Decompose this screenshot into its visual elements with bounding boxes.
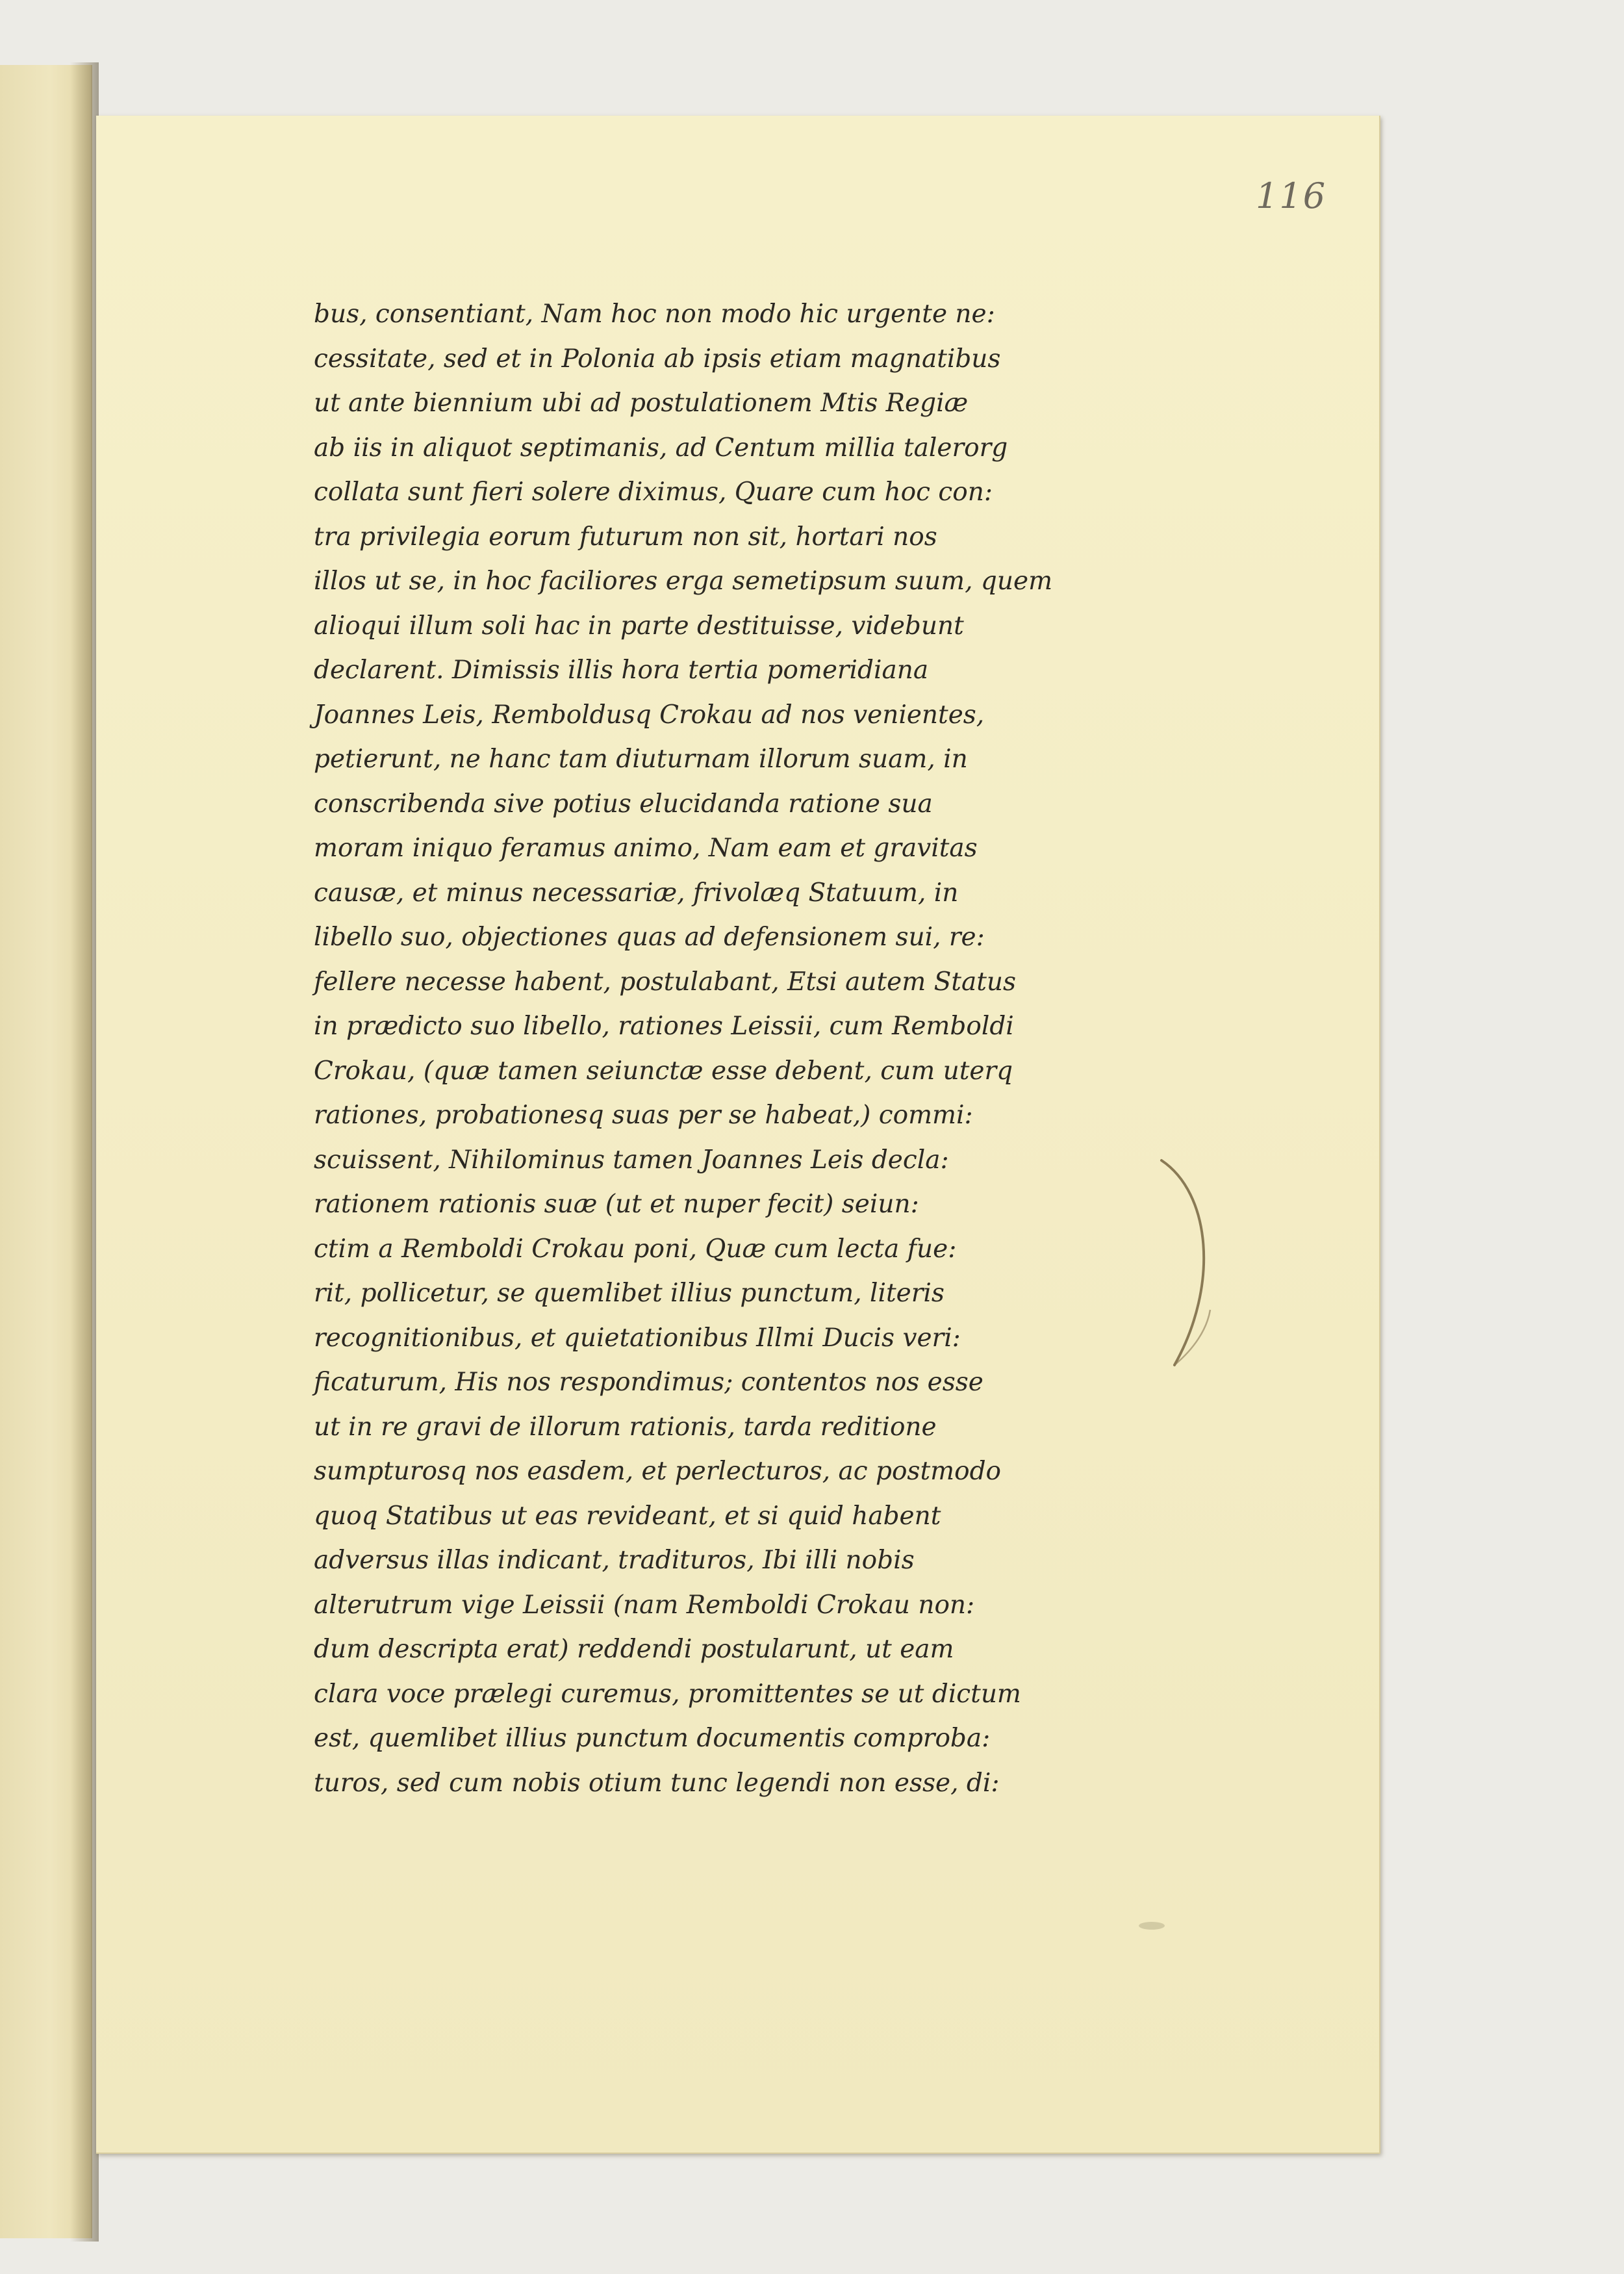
handwritten-text: [314, 292, 1236, 1806]
text-line: collata sunt fieri solere diximus, Quare cum hoc con:: [314, 478, 993, 507]
folio-number: 116: [1256, 175, 1327, 216]
text-line: est, quemlibet illius punctum documentis comproba:: [314, 1724, 991, 1753]
text-line: rationes, probationesq suas per se habeat,) commi:: [314, 1101, 973, 1130]
text-line: bus, consentiant, Nam hoc non modo hic urgente ne:: [314, 300, 995, 329]
text-line: ut in re gravi de illorum rationis, tarda reditione: [314, 1412, 937, 1442]
text-line: adversus illas indicant, tradituros, Ibi illi nobis: [314, 1546, 915, 1575]
text-line: turos, sed cum nobis otium tunc legendi non esse, di:: [314, 1768, 1000, 1798]
text-line: libello suo, objectiones quas ad defensionem sui, re:: [314, 923, 985, 952]
text-line: scuissent, Nihilominus tamen Joannes Leis decla:: [314, 1145, 949, 1175]
text-line: causæ, et minus necessariæ, frivolæq Statuum, in: [314, 878, 959, 908]
text-line: Crokau, (quæ tamen seiunctæ esse debent, cum uterq: [314, 1056, 1013, 1086]
text-line: rit, pollicetur, se quemlibet illius punctum, literis: [314, 1279, 945, 1308]
book-gutter: [70, 62, 99, 2242]
text-line: alterutrum vige Leissii (nam Remboldi Crokau non:: [314, 1590, 975, 1620]
text-line: conscribenda sive potius elucidanda ratione sua: [314, 789, 933, 819]
text-line: ctim a Remboldi Crokau poni, Quæ cum lecta fue:: [314, 1234, 957, 1264]
text-line: ab iis in aliquot septimanis, ad Centum millia talerorg: [314, 433, 1008, 463]
margin-bracket-mark: [1148, 1154, 1226, 1375]
text-line: petierunt, ne hanc tam diuturnam illorum suam, in: [314, 745, 968, 774]
text-line: ut ante biennium ubi ad postulationem Mtis Regiæ: [314, 389, 969, 418]
text-line: ficaturum, His nos respondimus; contentos nos esse: [314, 1368, 983, 1397]
text-line: quoq Statibus ut eas revideant, et si quid habent: [314, 1501, 941, 1531]
text-line: cessitate, sed et in Polonia ab ipsis etiam magnatibus: [314, 344, 1001, 374]
ink-spot: [1139, 1922, 1165, 1930]
text-line: declarent. Dimissis illis hora tertia pomeridiana: [314, 656, 929, 685]
manuscript-page: [96, 116, 1380, 2154]
text-line: sumpturosq nos easdem, et perlecturos, ac postmodo: [314, 1457, 1002, 1486]
text-line: tra privilegia eorum futurum non sit, hortari nos: [314, 522, 937, 552]
text-line: in prædicto suo libello, rationes Leissii, cum Remboldi: [314, 1012, 1014, 1041]
text-line: recognitionibus, et quietationibus Illmi Ducis veri:: [314, 1323, 961, 1353]
text-line: fellere necesse habent, postulabant, Etsi autem Status: [314, 967, 1017, 997]
text-line: alioqui illum soli hac in parte destituisse, videbunt: [314, 611, 964, 641]
text-line: dum descripta erat) reddendi postularunt, ut eam: [314, 1635, 954, 1664]
text-line: illos ut se, in hoc faciliores erga semetipsum suum, quem: [314, 567, 1053, 596]
text-line: clara voce prælegi curemus, promittentes se ut dictum: [314, 1679, 1021, 1709]
text-line: rationem rationis suæ (ut et nuper fecit) seiun:: [314, 1190, 919, 1219]
text-line: moram iniquo feramus animo, Nam eam et gravitas: [314, 834, 978, 863]
text-line: Joannes Leis, Remboldusq Crokau ad nos venientes,: [314, 700, 985, 730]
